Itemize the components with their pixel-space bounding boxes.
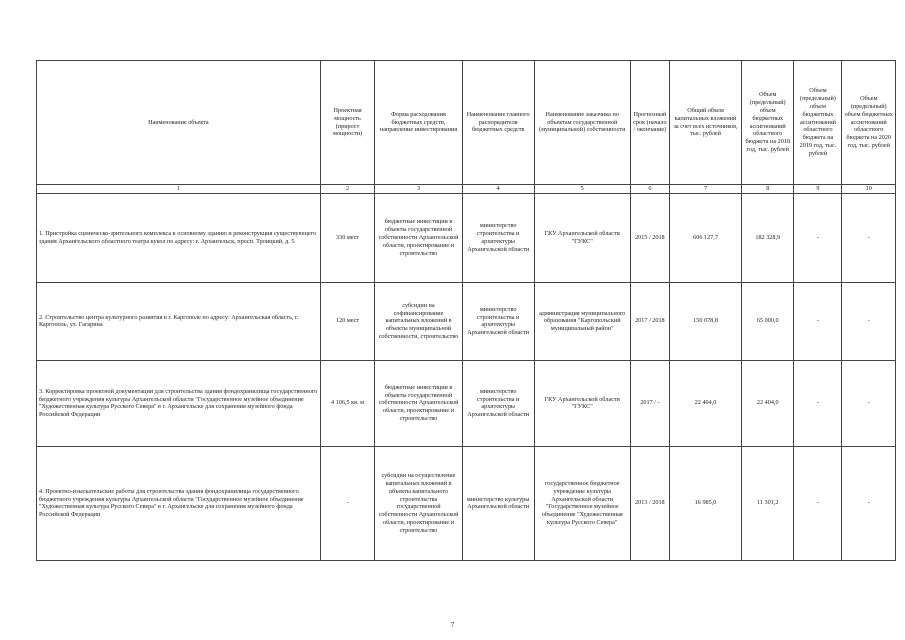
object-name-cell: 4. Проектно-изыскательские работы для строительства здания фондохранилища государственного бюджетного учреждения культуры Архангельской области "Государственное музейное объединение "Художественная культура Русского Севера" в г. Архангельске для сохранения музейного фонда Российской Федерации	[37, 446, 321, 560]
budget-2018-cell: 65 000,0	[742, 282, 794, 360]
customer-cell: государственное бюджетное учреждение культуры Архангельской области "Государственное музейное объединение "Художественная культура Русского Севера"	[534, 446, 630, 560]
budget-2020-cell: -	[842, 446, 896, 560]
header-cell: Общий объем капитальных вложений за счет всех источников, тыс. рублей	[670, 61, 742, 185]
capacity-cell: 120 мест	[320, 282, 375, 360]
form-cell: бюджетные инвестиции в объекты государственной собственности Архангельской области, проектирование и строительство	[375, 360, 462, 446]
header-cell: Наименование объекта	[37, 61, 321, 185]
column-number: 8	[742, 185, 794, 194]
budget-2019-cell: -	[794, 360, 842, 446]
total-cell: 606 127,7	[670, 193, 742, 282]
term-cell: 2017 / -	[630, 360, 669, 446]
column-number-row	[37, 185, 896, 194]
header-cell: Проектная мощность (прирост мощности)	[320, 61, 375, 185]
budget-2020-cell: -	[842, 193, 896, 282]
budget-2019-cell: -	[794, 446, 842, 560]
manager-cell: министерство культуры Архангельской области	[462, 446, 534, 560]
customer-cell: ГКУ Архангельской области "ГУКС"	[534, 193, 630, 282]
budget-2020-cell: -	[842, 360, 896, 446]
budget-2019-cell: -	[794, 193, 842, 282]
investment-table	[36, 60, 896, 561]
header-row	[37, 61, 896, 185]
form-cell: субсидии на осуществление капитальных вложений в объекты капитального строительства государственной собственности Архангельской области, проектирование и строительство	[375, 446, 462, 560]
object-name-cell: 2. Строительство центра культурного развития в г. Каргополе по адресу: Архангельская область, г. Каргополь, ул. Гагарина	[37, 282, 321, 360]
header-cell: Объем (предельный) объем бюджетных ассигнований областного бюджета на 2019 год, тыс. рублей	[794, 61, 842, 185]
table-row	[37, 446, 896, 560]
column-number: 4	[462, 185, 534, 194]
manager-cell: министерство строительства и архитектуры Архангельской области	[462, 282, 534, 360]
column-number: 10	[842, 185, 896, 194]
budget-2018-cell: 182 328,9	[742, 193, 794, 282]
capacity-cell: -	[320, 446, 375, 560]
column-number: 6	[630, 185, 669, 194]
manager-cell: министерство строительства и архитектуры Архангельской области	[462, 360, 534, 446]
column-number: 7	[670, 185, 742, 194]
total-cell: 16 985,0	[670, 446, 742, 560]
term-cell: 2017 / 2018	[630, 282, 669, 360]
total-cell: 150 078,8	[670, 282, 742, 360]
budget-2018-cell: 11 301,2	[742, 446, 794, 560]
header-cell: Наименование заказчика по объектам государственной (муниципальной) собственности	[534, 61, 630, 185]
capacity-cell: 330 мест	[320, 193, 375, 282]
table-row	[37, 360, 896, 446]
header-cell: Наименование главного распорядителя бюджетных средств	[462, 61, 534, 185]
column-number: 3	[375, 185, 462, 194]
table-row	[37, 282, 896, 360]
column-number: 5	[534, 185, 630, 194]
page-number: 7	[450, 621, 455, 629]
total-cell: 22 404,0	[670, 360, 742, 446]
form-cell: бюджетные инвестиции в объекты государственной собственности Архангельской области, проектирование и строительство	[375, 193, 462, 282]
manager-cell: министерство строительства и архитектуры Архангельской области	[462, 193, 534, 282]
header-cell: Прогнозный срок (начало / окончание)	[630, 61, 669, 185]
budget-2018-cell: 22 404,0	[742, 360, 794, 446]
object-name-cell: 3. Корректировка проектной документации для строительства здания фондохранилища государственного бюджетного учреждения культуры Архангельской области "Государственное музейное объединение "Художественная культура Русского Севера" в г. Архангельске для сохранения музейного фонда Российской Федерации	[37, 360, 321, 446]
budget-2020-cell: -	[842, 282, 896, 360]
customer-cell: ГКУ Архангельской области "ГУКС"	[534, 360, 630, 446]
capacity-cell: 4 106,5 кв. м	[320, 360, 375, 446]
term-cell: 2015 / 2018	[630, 193, 669, 282]
header-cell: Объем (предельный) объем бюджетных ассигнований областного бюджета на 2018 год, тыс. рублей	[742, 61, 794, 185]
table-row	[37, 193, 896, 282]
header-cell: Объем (предельный) объем бюджетных ассигнований областного бюджета на 2020 год, тыс. рублей	[842, 61, 896, 185]
header-cell: Форма расходования бюджетных средств, направление инвестирования	[375, 61, 462, 185]
column-number: 9	[794, 185, 842, 194]
form-cell: субсидии на софинансирование капитальных вложений в объекты муниципальной собственности, строительство	[375, 282, 462, 360]
budget-2019-cell: -	[794, 282, 842, 360]
term-cell: 2013 / 2018	[630, 446, 669, 560]
object-name-cell: 1. Пристройка сценическо-зрительного комплекса к основному зданию и реконструкция существующего здания Архангельского областного театра кукол по адресу: г. Архангельск, просп. Троицкий, д. 5	[37, 193, 321, 282]
customer-cell: администрация муниципального образования "Каргопольский муниципальный район"	[534, 282, 630, 360]
column-number: 1	[37, 185, 321, 194]
column-number: 2	[320, 185, 375, 194]
